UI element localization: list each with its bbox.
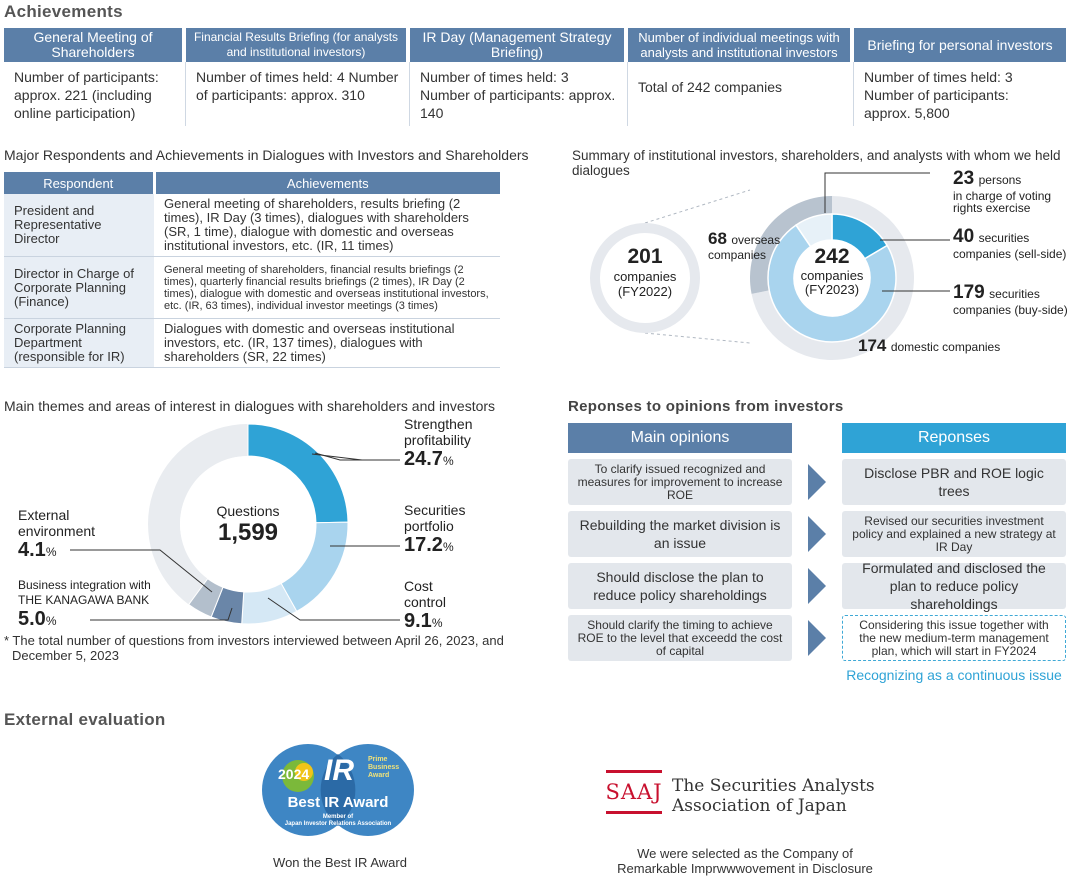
theme-label: profitability <box>404 432 471 448</box>
achievements-header-individual-meetings: Number of individual meetings with analysts and institutional investors <box>628 28 850 62</box>
respondent-cell: Corporate Planning Department (responsible for IR) <box>4 319 154 368</box>
award-prime-2: Business <box>368 764 400 771</box>
sell-number: 40 <box>953 226 975 247</box>
responses-title: Reponses to opinions from investors <box>568 398 844 415</box>
theme-value: 4.1 <box>18 539 46 561</box>
response-item: Considering this issue together with the new medium-term management plan, which will start in FY2024 <box>842 615 1066 661</box>
fy2023-number: 242 <box>814 245 850 268</box>
respondents-title: Major Respondents and Achievements in Dialogues with Investors and Shareholders <box>4 147 529 163</box>
leader-line-cost <box>268 598 400 620</box>
award-prime-1: Prime <box>368 756 388 763</box>
domestic-text: domestic companies <box>890 340 1001 354</box>
award-member <box>258 814 418 828</box>
theme-strengthen <box>404 416 473 471</box>
achievements-value-ir-day: Number of times held: 3 Number of participants: approx. 140 <box>420 69 616 121</box>
arrow-right-icon <box>808 516 826 552</box>
arrow-right-icon <box>808 620 826 656</box>
donut-center-label: Questions <box>216 503 280 519</box>
buy-label <box>953 282 1068 316</box>
achievements-cell: General meeting of shareholders, financial results briefings (2 times), quarterly financial results briefings (2 times), IR Day (2 times), dialogue with domestic and overseas institutional investors, etc. (IR, 63 times), individual investor meetings (3 times) <box>154 257 500 319</box>
achievements-header-ir-day: IR Day (Management Strategy Briefing) <box>410 28 624 62</box>
respondents-table <box>4 172 500 368</box>
opinion-item: Should clarify the timing to achieve ROE to the level that exceedd the cost of capital <box>568 615 792 661</box>
domestic-label <box>858 336 1000 356</box>
award-best-ir: Best IR Award <box>287 794 389 811</box>
overseas-text-2: companies <box>708 248 767 262</box>
summary-title: Summary of institutional investors, shareholders, and analysts with whom we held dialogues <box>572 148 1061 178</box>
respondent-cell: Director in Charge of Corporate Planning (Finance) <box>4 257 154 319</box>
sell-text-2: companies (sell-side) <box>953 247 1067 261</box>
saaj-caption-2: Remarkable Imprwwwovement in Disclosure <box>617 861 873 876</box>
overseas-text: overseas <box>731 233 781 247</box>
award-prime <box>368 756 399 780</box>
overseas-label <box>708 229 780 261</box>
domestic-number: 174 <box>858 336 887 355</box>
saaj-name-2: Association of Japan <box>672 796 847 816</box>
theme-label: External <box>18 507 70 523</box>
saaj-name <box>672 776 875 816</box>
response-item: Revised our securities investment policy and explained a new strategy at IR Day <box>842 511 1066 557</box>
fy2022-unit: companies <box>613 269 677 284</box>
buy-number: 179 <box>953 282 985 303</box>
theme-label: Business integration with <box>18 578 151 592</box>
themes-title: Main themes and areas of interest in dialogues with shareholders and investors <box>4 398 496 414</box>
saaj-caption-1: We were selected as the Company of <box>637 846 853 861</box>
theme-unit: % <box>442 454 454 468</box>
arrow-right-icon <box>808 464 826 500</box>
respondent-cell: President and Representative Director <box>4 194 154 257</box>
theme-unit: % <box>45 614 57 628</box>
achievements-cell: General meeting of shareholders, results briefing (2 times), IR Day (3 times), dialogues with shareholders (SR, 1 time), dialogue with domestic and overseas institutional investors, etc. (IR, 11 times) <box>154 194 500 257</box>
voting-number: 23 <box>953 168 975 189</box>
theme-label: Strengthen <box>404 416 473 432</box>
voting-text-2: in charge of voting <box>953 189 1052 203</box>
leader-line-strengthen <box>312 454 400 460</box>
saaj-name-1: The Securities Analysts <box>672 776 875 796</box>
award-member-2: Japan Investor Relations Association <box>284 821 392 827</box>
award-caption: Won the Best IR Award <box>273 855 407 870</box>
voting-label <box>953 168 1051 214</box>
sell-label <box>953 226 1066 260</box>
saaj-caption <box>580 846 910 876</box>
fy2023-year: (FY2023) <box>804 282 860 297</box>
buy-text-2: companies (buy-side) <box>953 303 1068 317</box>
saaj-logo <box>606 770 662 814</box>
achievements-value-individual-meetings: Total of 242 companies <box>638 79 782 95</box>
opinion-item: To clarify issued recognized and measures for improvement to increase ROE <box>568 459 792 505</box>
fy2023-label <box>792 245 872 297</box>
dashed-connector <box>645 190 750 223</box>
voting-text: persons <box>978 173 1022 187</box>
donut-center <box>208 503 288 547</box>
fy2022-label <box>605 245 685 299</box>
achievements-value-financial-briefing: Number of times held: 4 Number of participants: approx. 310 <box>196 69 399 103</box>
achievements-cell: Dialogues with domestic and overseas institutional investors, etc. (IR, 137 times), dialogues with shareholders (SR, 22 times) <box>154 319 500 368</box>
achievements-header-personal-briefing: Briefing for personal investors <box>854 28 1066 62</box>
responses-header: Reponses <box>842 423 1066 453</box>
arrow-right-icon <box>808 568 826 604</box>
theme-label: environment <box>18 523 96 539</box>
response-item: Disclose PBR and ROE logic trees <box>842 459 1066 505</box>
theme-cost <box>404 578 446 633</box>
theme-value: 24.7 <box>404 448 443 470</box>
theme-business <box>18 578 151 631</box>
voting-text-3: rights exercise <box>953 201 1031 215</box>
saaj-logo-text: SAAJ <box>606 770 662 814</box>
achievements-title: Achievements <box>4 2 123 21</box>
theme-external <box>18 507 95 562</box>
best-ir-award-logo <box>258 742 418 838</box>
achievements-value-personal-briefing: Number of times held: 3 Number of participants: approx. 5,800 <box>864 69 1013 121</box>
theme-unit: % <box>431 616 443 630</box>
theme-label: THE KANAGAWA BANK <box>18 593 150 607</box>
achievements-column-header: Achievements <box>154 172 500 194</box>
themes-footnote: * The total number of questions from investors interviewed between April 26, 2023, and December 5, 2023 <box>4 633 504 663</box>
theme-label: Securities <box>404 502 466 518</box>
award-year: 2024 <box>278 766 310 782</box>
theme-securities <box>404 502 465 557</box>
achievements-value-agm: Number of participants: approx. 221 (including online participation) <box>14 69 159 121</box>
opinions-header: Main opinions <box>568 423 792 453</box>
table-row <box>4 319 500 368</box>
respondent-column-header: Respondent <box>4 172 154 194</box>
external-title: External evaluation <box>4 710 166 729</box>
fy2022-number: 201 <box>627 245 663 268</box>
buy-text: securities <box>989 287 1040 301</box>
award-ir-mark: IR <box>324 754 354 787</box>
opinion-item: Rebuilding the market division is an issue <box>568 511 792 557</box>
fy2023-unit: companies <box>800 268 864 283</box>
theme-value: 17.2 <box>404 534 443 556</box>
achievements-header-financial-briefing: Financial Results Briefing (for analysts and institutional investors) <box>186 28 406 62</box>
theme-value: 9.1 <box>404 610 432 632</box>
theme-value: 5.0 <box>18 608 46 630</box>
opinion-item: Should disclose the plan to reduce policy shareholdings <box>568 563 792 609</box>
table-row <box>4 257 500 319</box>
continuous-issue-note: Recognizing as a continuous issue <box>846 667 1062 683</box>
overseas-number: 68 <box>708 229 727 248</box>
dashed-connector <box>645 333 750 343</box>
award-prime-3: Award <box>368 772 390 779</box>
donut-center-value: 1,599 <box>217 519 279 546</box>
sell-text: securities <box>978 231 1030 245</box>
theme-label: Cost <box>404 578 433 594</box>
achievements-header-agm: General Meeting of Shareholders <box>4 28 182 62</box>
table-row <box>4 194 500 257</box>
response-item: Formulated and disclosed the plan to reduce policy shareholdings <box>842 563 1066 609</box>
theme-label: portfolio <box>404 518 454 534</box>
theme-label: control <box>404 594 447 610</box>
fy2022-year: (FY2022) <box>617 284 673 299</box>
theme-unit: % <box>45 545 57 559</box>
theme-unit: % <box>442 540 454 554</box>
award-member-1: Member of <box>322 814 354 820</box>
